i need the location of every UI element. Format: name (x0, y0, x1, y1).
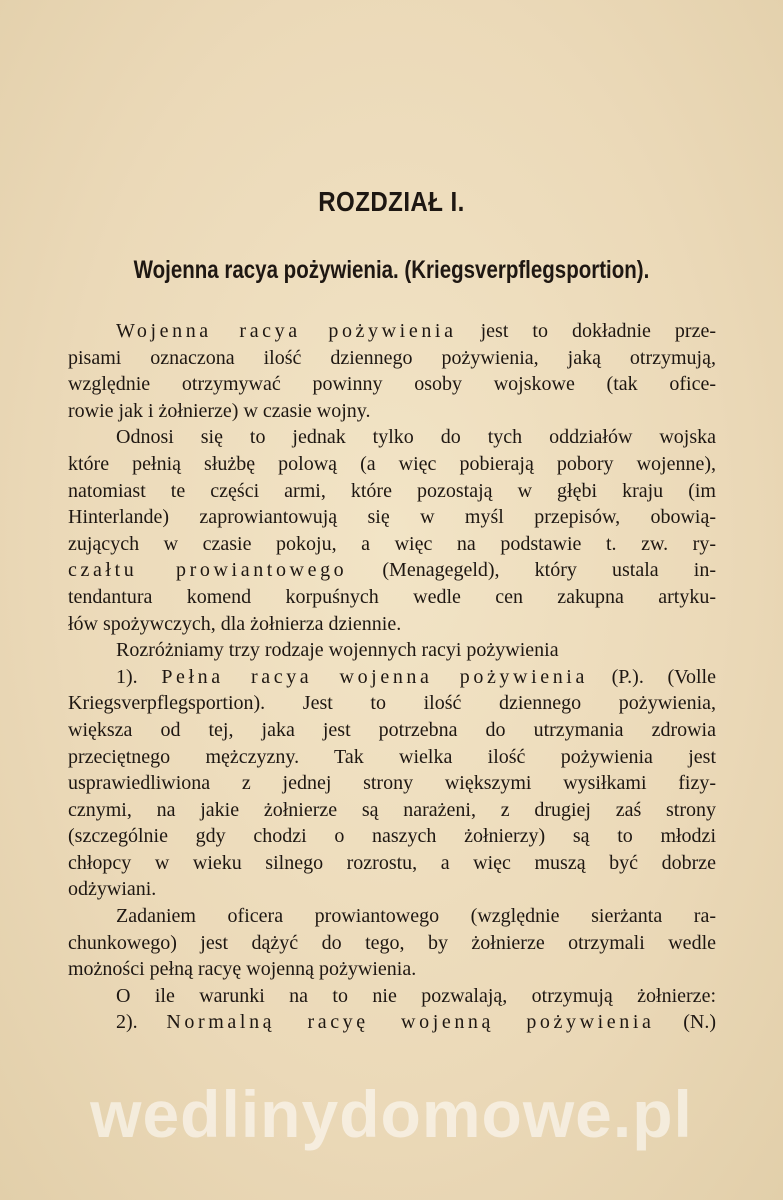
text-line: O ile warunki na to nie pozwalają, otrzymują żołnierze: (116, 984, 716, 1007)
text-line: cznymi, na jakie żołnierze są narażeni, z drugiej zaś strony (68, 798, 716, 821)
text-line: odżywiani. (68, 878, 157, 901)
watermark: wedlinydomowe.pl (90, 1077, 693, 1151)
text-line: usprawiedliwiona z jednej strony większymi wysiłkami fizy- (68, 772, 716, 795)
chapter-title: ROZDZIAŁ I. (318, 186, 465, 217)
text-line: 2). Normalną racyę wojenną pożywienia (N.) (116, 1011, 716, 1034)
text-line: większa od tej, jaka jest potrzebna do utrzymania zdrowia (68, 718, 716, 741)
text-line: możności pełną racyę wojenną pożywienia. (68, 958, 417, 981)
text-line: pisami oznaczona ilość dziennego pożywienia, jaką otrzymują, (68, 346, 716, 369)
spaced-term: Normalną racyę wojenną pożywienia (166, 1011, 655, 1034)
text-line: łów spożywczych, dla żołnierza dziennie. (68, 612, 402, 635)
text-line: przeciętnego mężczyzny. Tak wielka ilość pożywienia jest (68, 745, 716, 768)
text-line: natomiast te części armi, które pozostają w głębi kraju (im (68, 479, 716, 502)
text-line: Hinterlande) zaprowiantowują się w myśl przepisów, obowią- (68, 506, 716, 529)
spaced-term: czałtu prowiantowego (68, 559, 348, 582)
spaced-term: Wojenna racya pożywienia (116, 320, 457, 342)
text-line: Odnosi się to jednak tylko do tych oddziałów wojska (116, 426, 716, 449)
body-text (68, 318, 716, 1036)
text-line: (szczególnie gdy chodzi o naszych żołnierzy) są to młodzi (68, 825, 716, 848)
text-line: Wojenna racya pożywienia jest to dokładnie prze- (116, 320, 717, 342)
text-line: chłopcy w wieku silnego rozrostu, a więc muszą być dobrze (68, 851, 716, 874)
section-title: Wojenna racya pożywienia. (Kriegsverpflegsportion). (133, 256, 650, 284)
text-line: tendantura komend korpuśnych wedle cen zakupna artyku- (68, 585, 716, 608)
text-line: Kriegsverpflegsportion). Jest to ilość dziennego pożywienia, (68, 692, 716, 715)
text-line: Rozróżniamy trzy rodzaje wojennych racyi pożywienia (116, 639, 559, 662)
text-line: zujących w czasie pokoju, a więc na podstawie t. zw. ry- (68, 532, 716, 555)
text-line: Zadaniem oficera prowiantowego (względnie sierżanta ra- (116, 905, 716, 928)
spaced-term: Pełna racya wojenna pożywienia (161, 665, 588, 688)
text-line: czałtu prowiantowego (Menagegeld), który ustala in- (68, 559, 716, 582)
text-line: 1). Pełna racya wojenna pożywienia (P.). (Volle (116, 665, 716, 688)
text-line: które pełnią służbę polową (a więc pobierają pobory wojenne), (68, 452, 716, 475)
text-line: rowie jak i żołnierze) w czasie wojny. (68, 399, 371, 422)
text-line: względnie otrzymywać powinny osoby wojskowe (tak ofice- (68, 373, 716, 396)
text-line: chunkowego) jest dążyć do tego, by żołnierze otrzymali wedle (68, 931, 716, 954)
